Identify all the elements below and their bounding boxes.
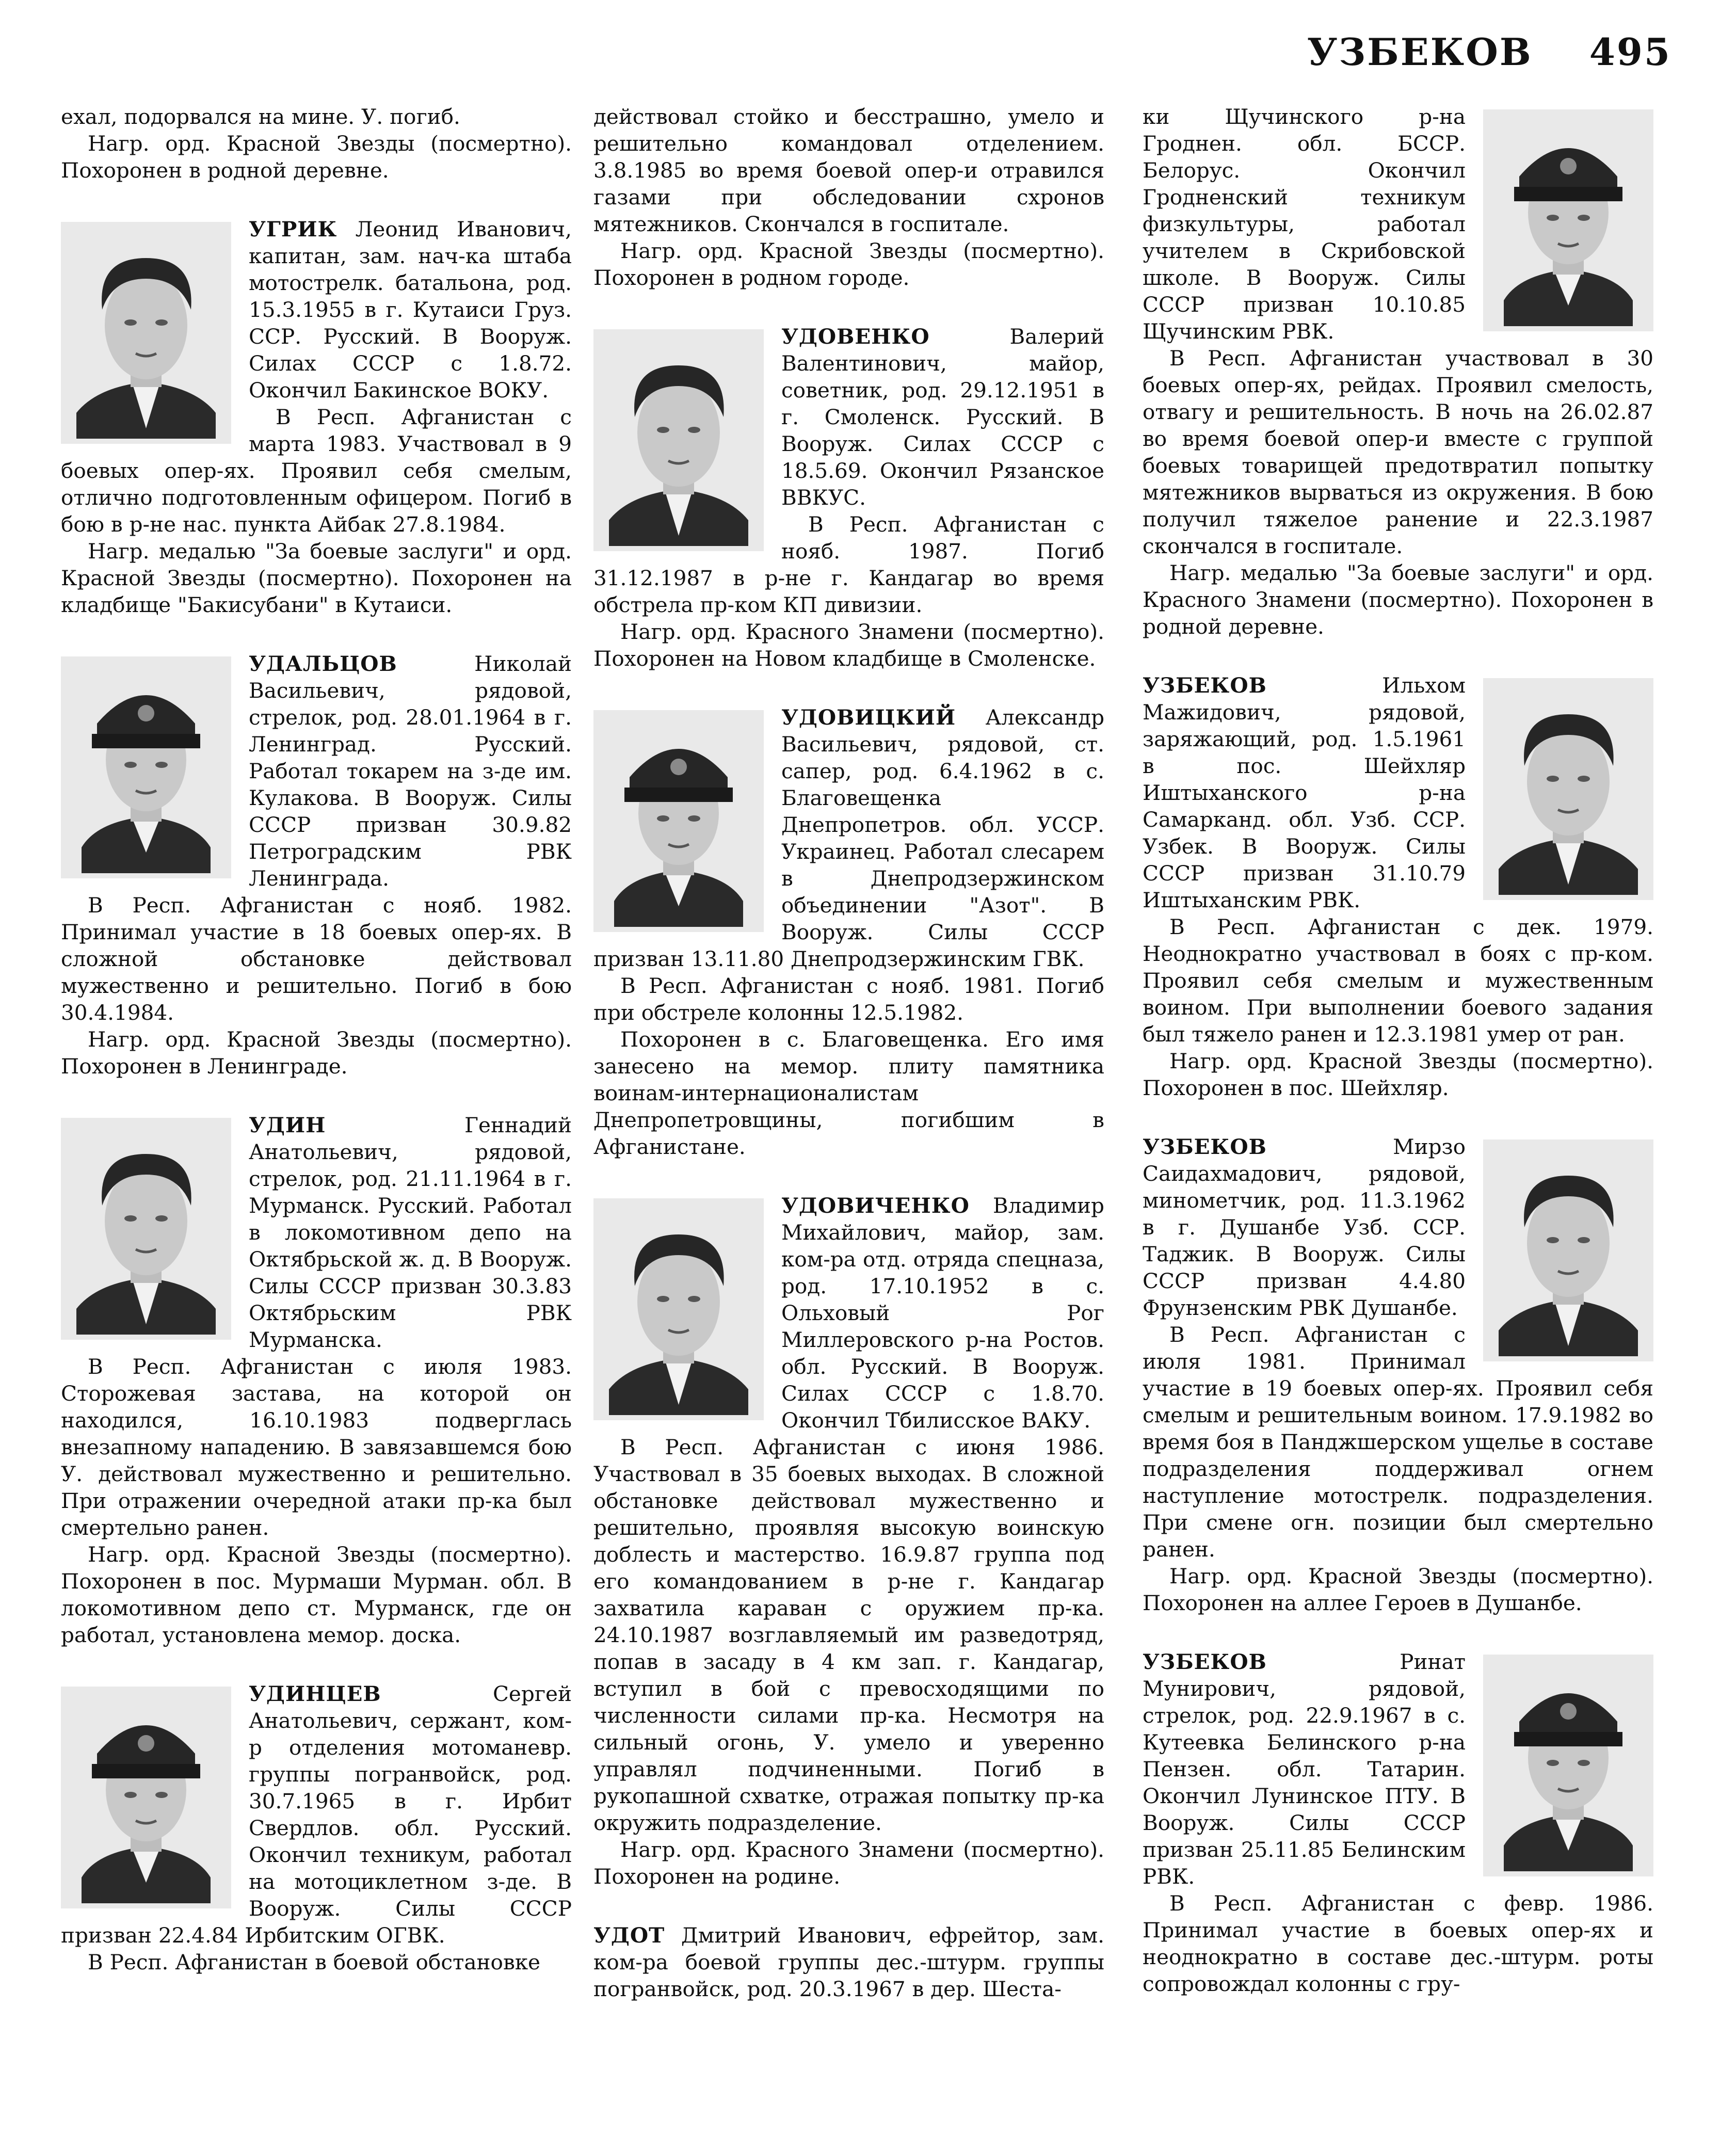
entry-intro: УДИН Геннадий Анатольевич, рядовой, стрелок, род. 21.11.1964 в г. Мурманск. Русский. Работал в локомотивном депо на Октябрьской ж. д. В Вооруж. Силы СССР призван 30.3.83 Октябрьским РВК Мурманска. [249, 1113, 572, 1352]
entry-intro: УЗБЕКОВ Ринат Мунирович, рядовой, стрелок, род. 22.9.1967 в с. Кутеевка Белинского р-на Пензен. обл. Татарин. Окончил Лунинское ПТУ. В Вооруж. Силы СССР призван 25.11.85 Белинским РВК. [1143, 1649, 1466, 1889]
page-number: 495 [1589, 30, 1671, 74]
portrait-photo [1483, 1655, 1653, 1876]
paragraph: Нагр. орд. Красной Звезды (посмертно). Похоронен в пос. Мурмаши Мурман. обл. В локомотивном депо ст. Мурманск, где он работал, установлена мемор. доска. [61, 1542, 572, 1647]
paragraph: В Респ. Афганистан с июня 1986. Участвовал в 35 боевых выходах. В сложной обстановке действовал мужественно и решительно, проявляя высокую воинскую доблесть и мастерство. 16.9.87 группа под его командованием в р-не г. Кандагар захватила караван с оружием пр-ка. 24.10.1987 возглавляемый им разведотряд, попав в засаду в 4 км зап. г. Кандагар, вступил в бой с превосходящими по численности силами пр-ка. Несмотря на сильный огонь, У. умело и уверенно управлял подчиненными. Погиб в рукопашной схватке, отражая попытку пр-ка окружить подразделение. [593, 1435, 1104, 1835]
paragraph: ехал, подорвался на мине. У. погиб. [61, 104, 460, 129]
column-middle [593, 103, 1104, 2116]
entry-udaltsov [61, 650, 572, 1080]
paragraph: Нагр. орд. Красной Звезды (посмертно). Похоронен в родном городе. [593, 238, 1104, 290]
entry-surname: УДИНЦЕВ [249, 1681, 381, 1706]
paragraph: В Респ. Афганистан с июля 1981. Принимал участие в 19 боевых опер-ях. Проявил себя смелым и решительным воином. 17.9.1982 во время боя в Панджшерском ущелье в составе подразделения поддерживал огнем наступление мотострелк. подразделения. При смене огн. позиции был смертельно ранен. [1143, 1322, 1653, 1562]
portrait-photo [61, 1118, 231, 1340]
portrait-photo [593, 1198, 764, 1420]
portrait-photo [61, 1687, 231, 1908]
entry-continuation-udot [1143, 103, 1653, 640]
paragraph: Нагр. орд. Красной Звезды (посмертно). Похоронен в родной деревне. [61, 131, 572, 183]
column-left [61, 103, 572, 2116]
entry-intro: УДАЛЬЦОВ Николай Васильевич, рядовой, стрелок, род. 28.01.1964 в г. Ленинград. Русский. Работал токарем на з-де им. Кулакова. В Вооруж. Силы СССР призван 30.9.82 Петроградским РВК Ленинграда. [249, 651, 572, 891]
entry-ugrik [61, 216, 572, 618]
entry-surname: УДОТ [593, 1923, 665, 1948]
paragraph: Нагр. медалью "За боевые заслуги" и орд. Красной Звезды (посмертно). Похоронен на кладбище "Бакисубани" в Кутаиси. [61, 539, 572, 617]
paragraph: Похоронен в с. Благовещенка. Его имя занесено на мемор. плиту памятника воинам-интернационалистам Днепропетровщины, погибшим в Афганистане. [593, 1027, 1104, 1159]
running-head [1307, 30, 1671, 74]
entry-intro: УГРИК Леонид Иванович, капитан, зам. нач-ка штаба мотострелк. батальона, род. 15.3.1955 в г. Кутаиси Груз. ССР. Русский. В Вооруж. Силах СССР с 1.8.72. Окончил Бакинское ВОКУ. [249, 217, 572, 403]
paragraph: В Респ. Афганистан с июля 1983. Сторожевая застава, на которой он находился, 16.10.1983 подверглась внезапному нападению. В завязавшемся бою У. действовал мужественно и решительно. При отражении очередной атаки пр-ка был смертельно ранен. [61, 1354, 572, 1540]
paragraph: В Респ. Афганистан с нояб. 1981. Погиб при обстреле колонны 12.5.1982. [593, 973, 1104, 1025]
portrait-photo [593, 710, 764, 932]
paragraph: Нагр. орд. Красной Звезды (посмертно). Похоронен в Ленинграде. [61, 1027, 572, 1079]
entry-intro: УЗБЕКОВ Ильхом Мажидович, рядовой, заряжающий, род. 1.5.1961 в пос. Шейхляр Иштыханского р-на Самарканд. обл. Узб. ССР. Узбек. В Вооруж. Силы СССР призван 31.10.79 Иштыханским РВК. [1143, 673, 1466, 912]
entry-surname: УДАЛЬЦОВ [249, 651, 397, 676]
paragraph: Нагр. орд. Красной Звезды (посмертно). Похоронен в пос. Шейхляр. [1143, 1049, 1653, 1100]
entry-intro: УДОТ Дмитрий Иванович, ефрейтор, зам. ком-ра боевой группы дес.-штурм. группы погранвойск, род. 20.3.1967 в дер. Шеста- [593, 1923, 1104, 2001]
entry-surname: УЗБЕКОВ [1143, 1649, 1267, 1674]
paragraph: Нагр. орд. Красного Знамени (посмертно). Похоронен на Новом кладбище в Смоленске. [593, 619, 1104, 671]
paragraph: В Респ. Афганистан в боевой обстановке [88, 1950, 541, 1975]
entry-udintsev [61, 1680, 572, 1976]
entry-intro: УДИНЦЕВ Сергей Анатольевич, сержант, ком-р отделения мотоманевр. группы погранвойск, род. 30.7.1965 в г. Ирбит Свердлов. обл. Русский. Окончил техникум, работал на мотоциклетном з-де. В Вооруж. Силы СССР призван 22.4.84 Ирбитским ОГВК. [61, 1681, 572, 1948]
paragraph: В Респ. Афганистан с нояб. 1982. Принимал участие в 18 боевых опер-ях. В сложной обстановке действовал мужественно и решительно. Погиб в бою 30.4.1984. [61, 893, 572, 1025]
entry-surname: УЗБЕКОВ [1143, 1134, 1267, 1159]
paragraph: Нагр. медалью "За боевые заслуги" и орд. Красного Знамени (посмертно). Похоронен в родной деревне. [1143, 560, 1653, 639]
entry-intro: УДОВИЧЕНКО Владимир Михайлович, майор, зам. ком-ра отд. отряда спецназа, род. 17.10.1952 в с. Ольховый Рог Миллеровского р-на Ростов. обл. Русский. В Вооруж. Силах СССР с 1.8.70. Окончил Тбилисское ВАКУ. [781, 1193, 1104, 1433]
paragraph: В Респ. Афганистан с февр. 1986. Принимал участие в боевых опер-ях и неоднократно в составе дес.-штурм. роты сопровождал колонны с гру- [1143, 1891, 1653, 1996]
entry-continuation [61, 103, 572, 184]
entry-udovitsky [593, 704, 1104, 1160]
entry-intro: УЗБЕКОВ Мирзо Саидахмадович, рядовой, минометчик, род. 11.3.1962 в г. Душанбе Узб. ССР. Таджик. В Вооруж. Силы СССР призван 4.4.80 Фрунзенским РВК Душанбе. [1143, 1134, 1466, 1320]
entry-surname: УДИН [249, 1113, 326, 1137]
paragraph: В Респ. Афганистан участвовал в 30 боевых опер-ях, рейдах. Проявил смелость, отвагу и решительность. В ночь на 26.02.87 во время боевой опер-и вместе с группой боевых товарищей предотвратил попытку мятежников вырваться из окружения. В бою получил тяжелое ранение и 22.3.1987 скончался в госпитале. [1143, 346, 1653, 558]
portrait-photo [61, 656, 231, 878]
portrait-photo [1483, 678, 1653, 900]
paragraph: В Респ. Афганистан с марта 1983. Участвовал в 9 боевых опер-ях. Проявил себя смелым, отлично подготовленным офицером. Погиб в бою в р-не нас. пункта Айбак 27.8.1984. [61, 405, 572, 537]
portrait-photo [1483, 1139, 1653, 1361]
entry-surname: УГРИК [249, 217, 337, 242]
paragraph: Нагр. орд. Красного Знамени (посмертно). Похоронен на родине. [593, 1837, 1104, 1889]
paragraph: Нагр. орд. Красной Звезды (посмертно). Похоронен на аллее Героев в Душанбе. [1143, 1564, 1653, 1615]
portrait-photo [61, 222, 231, 444]
column-right [1143, 103, 1653, 2116]
paragraph: ки Щучинского р-на Гроднен. обл. БССР. Белорус. Окончил Гродненский техникум физкультуры, работал учителем в Скрибовской школе. В Вооруж. Силы СССР призван 10.10.85 Щучинским РВК. [1143, 104, 1466, 344]
portrait-photo [1483, 109, 1653, 331]
entry-surname: УДОВИЦКИЙ [781, 705, 956, 730]
paragraph: действовал стойко и бесстрашно, умело и решительно командовал отделением. 3.8.1985 во время боевой опер-и отравился газами при обследовании схронов мятежников. Скончался в госпитале. [593, 104, 1104, 236]
entry-intro: УДОВИЦКИЙ Александр Васильевич, рядовой, ст. сапер, род. 6.4.1962 в с. Благовещенка Днепропетров. обл. УССР. Украинец. Работал слесарем в Днепродзержинском объединении "Азот". В Вооруж. Силы СССР призван 13.11.80 Днепродзержинским ГВК. [593, 705, 1104, 971]
entry-udin [61, 1112, 572, 1648]
entry-continuation [593, 103, 1104, 291]
paragraph: В Респ. Афганистан с нояб. 1987. Погиб 31.12.1987 в р-не г. Кандагар во время обстрела пр-ком КП дивизии. [593, 512, 1104, 617]
entry-surname: УЗБЕКОВ [1143, 673, 1267, 698]
header-title: УЗБЕКОВ [1307, 30, 1533, 74]
paragraph: В Респ. Афганистан с дек. 1979. Неоднократно участвовал в боях с пр-ком. Проявил себя смелым и мужественным воином. При выполнении боевого задания был тяжело ранен и 12.3.1981 умер от ран. [1143, 914, 1653, 1047]
portrait-photo [593, 329, 764, 551]
entry-udot [593, 1922, 1104, 2002]
entry-surname: УДОВИЧЕНКО [781, 1193, 970, 1218]
entry-uzbekov-rinat [1143, 1648, 1653, 1997]
entry-udovenko [593, 323, 1104, 672]
entry-udovichenko [593, 1192, 1104, 1890]
entry-intro: УДОВЕНКО Валерий Валентинович, майор, советник, род. 29.12.1951 в г. Смоленск. Русский. В Вооруж. Силах СССР с 18.5.69. Окончил Рязанское ВВКУС. [781, 324, 1104, 510]
entry-uzbekov-mirzo [1143, 1133, 1653, 1616]
entry-surname: УДОВЕНКО [781, 324, 930, 349]
entry-uzbekov-ilkhom [1143, 672, 1653, 1101]
